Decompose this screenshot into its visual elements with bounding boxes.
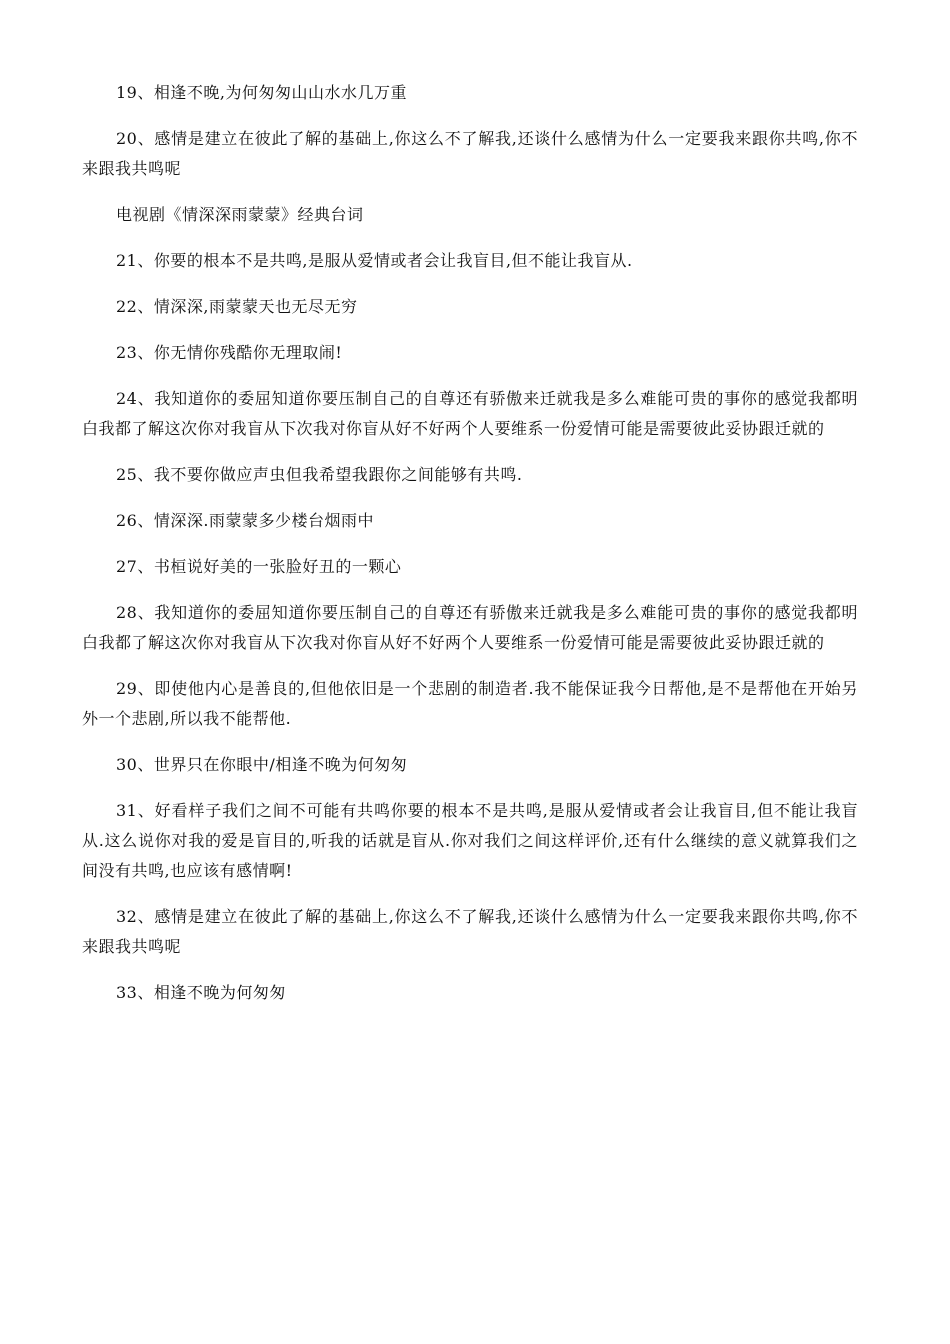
paragraph-29: 29、即使他内心是善良的,但他依旧是一个悲剧的制造者.我不能保证我今日帮他,是不是帮他在开始另外一个悲剧,所以我不能帮他. (82, 679, 858, 728)
document-body (82, 78, 858, 1024)
paragraph-21: 21、你要的根本不是共鸣,是服从爱情或者会让我盲目,但不能让我盲从. (116, 251, 633, 270)
paragraph-24: 24、我知道你的委屈知道你要压制自己的自尊还有骄傲来迁就我是多么难能可贵的事你的感觉我都明白我都了解这次你对我盲从下次我对你盲从好不好两个人要维系一份爱情可能是需要彼此妥协跟迁就的 (82, 389, 858, 438)
paragraph-22: 22、情深深,雨蒙蒙天也无尽无穷 (116, 297, 358, 316)
paragraph-23: 23、你无情你残酷你无理取闹! (116, 343, 343, 362)
paragraph-20: 20、感情是建立在彼此了解的基础上,你这么不了解我,还谈什么感情为什么一定要我来跟你共鸣,你不来跟我共鸣呢 (82, 129, 858, 178)
paragraph-25: 25、我不要你做应声虫但我希望我跟你之间能够有共鸣. (116, 465, 523, 484)
paragraph-26: 26、情深深.雨蒙蒙多少楼台烟雨中 (116, 511, 374, 530)
paragraph-33: 33、相逢不晚为何匆匆 (116, 983, 286, 1002)
paragraph-28: 28、我知道你的委屈知道你要压制自己的自尊还有骄傲来迁就我是多么难能可贵的事你的感觉我都明白我都了解这次你对我盲从下次我对你盲从好不好两个人要维系一份爱情可能是需要彼此妥协跟迁就的 (82, 603, 858, 652)
paragraph-32: 32、感情是建立在彼此了解的基础上,你这么不了解我,还谈什么感情为什么一定要我来跟你共鸣,你不来跟我共鸣呢 (82, 907, 858, 956)
section-heading: 电视剧《情深深雨蒙蒙》经典台词 (116, 205, 364, 224)
paragraph-30: 30、世界只在你眼中/相逢不晚为何匆匆 (116, 755, 408, 774)
paragraph-19: 19、相逢不晚,为何匆匆山山水水几万重 (116, 83, 407, 102)
paragraph-27: 27、书桓说好美的一张脸好丑的一颗心 (116, 557, 402, 576)
paragraph-31: 31、好看样子我们之间不可能有共鸣你要的根本不是共鸣,是服从爱情或者会让我盲目,但不能让我盲从.这么说你对我的爱是盲目的,听我的话就是盲从.你对我们之间这样评价,还有什么继续的意义就算我们之间没有共鸣,也应该有感情啊! (82, 801, 858, 880)
